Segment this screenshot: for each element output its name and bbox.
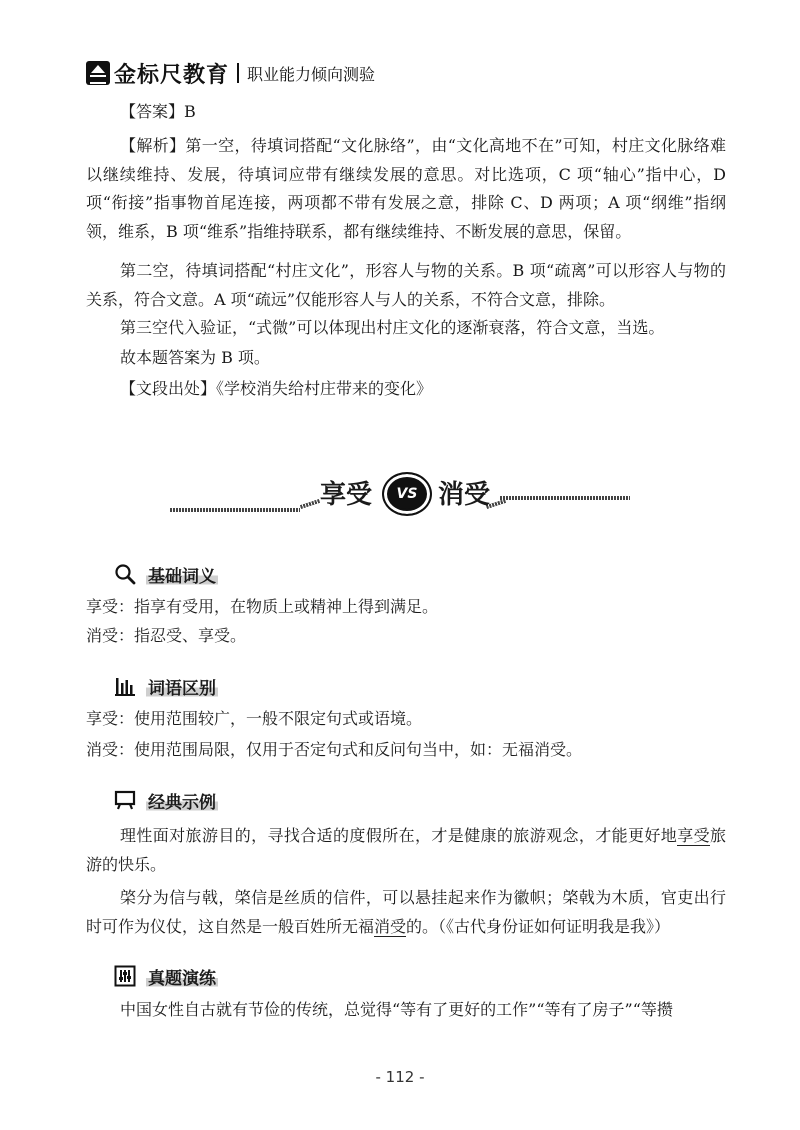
banner-line-left [170, 508, 300, 512]
difference-line-2: 消受：使用范围局限，仅用于否定句式和反问句当中，如：无福消受。 [86, 740, 583, 759]
analysis-conclusion: 故本题答案为 B 项。 [120, 348, 270, 367]
sliders-icon [114, 965, 136, 987]
vs-banner [170, 472, 630, 524]
section-difference [114, 672, 218, 700]
section-examples [114, 786, 218, 814]
page-number: - 112 - [375, 1068, 425, 1086]
header-divider [237, 63, 239, 83]
example-1-text-after: 旅游的快乐。 [86, 826, 726, 874]
analysis-paragraph-2: 第二空，待填词搭配“村庄文化”，形容人与物的关系。B 项“疏离”可以形容人与物的关系，符合文意。A 项“疏远”仅能形容人与人的关系，不符合文意，排除。 [86, 261, 726, 309]
basic-line-1: 享受：指享有受用，在物质上或精神上得到满足。 [86, 597, 439, 616]
example-1-text-before: 理性面对旅游目的，寻找合适的度假所在，才是健康的旅游观念，才能更好地 [120, 826, 678, 845]
example-2-highlight: 消受 [374, 916, 407, 936]
header-subtitle: 职业能力倾向测验 [247, 64, 376, 84]
analysis-paragraph-1: 【解析】第一空，待填词搭配“文化脉络”，由“文化高地不在”可知，村庄文化脉络难以继续维持、发展，待填词应带有继续发展的意思。对比选项，C 项“轴心”指中心，D 项“衔接”指事物首尾连接，两项都不带有发展之意，排除 C、D 两项；A 项“纲维”指纲领，维系，B 项“维系”指维持联系，都有继续维持、不断发展的意思，保留。 [86, 136, 726, 241]
analysis-paragraph-3: 第三空代入验证，“式微”可以体现出村庄文化的逐渐衰落，符合文意，当选。 [120, 318, 665, 337]
example-2-text-before: 棨分为信与戟，棨信是丝质的信件，可以悬挂起来作为徽帜；棨戟为木质，官吏出行时可作为仪仗，这自然是一般百姓所无福 [86, 888, 726, 936]
difference-line-1: 享受：使用范围较广，一般不限定句式或语境。 [86, 709, 423, 728]
source-citation: 【文段出处】《学校消失给村庄带来的变化》 [120, 379, 433, 398]
board-icon [114, 789, 136, 811]
magnifier-icon [114, 563, 136, 585]
logo-text: 金标尺教育 [114, 62, 230, 88]
section-title: 真题演练 [146, 964, 218, 989]
vs-text: VS [396, 486, 418, 502]
banner-line-right [500, 496, 630, 500]
example-2 [86, 884, 726, 941]
section-title: 词语区别 [146, 674, 218, 699]
practice-text: 中国女性自古就有节俭的传统，总觉得“等有了更好的工作”“等有了房子”“等攒 [120, 1000, 673, 1019]
section-basic-meaning [114, 560, 218, 588]
bar-chart-icon [114, 675, 136, 697]
banner-word-left: 享受 [320, 480, 373, 510]
example-1-highlight: 享受 [677, 826, 710, 845]
logo-icon [86, 61, 110, 85]
example-2-text-after: 的。（《古代身份证如何证明我是我》） [406, 916, 671, 936]
page-header [86, 58, 375, 88]
vs-badge [382, 472, 432, 516]
section-title: 经典示例 [146, 788, 218, 813]
answer-label: 【答案】B [120, 102, 196, 121]
section-title: 基础词义 [146, 562, 218, 587]
basic-line-2: 消受：指忍受、享受。 [86, 626, 247, 645]
banner-word-right: 消受 [438, 480, 491, 510]
example-1 [86, 822, 726, 879]
section-practice [114, 962, 218, 990]
banner-line-left-slope [300, 499, 320, 509]
